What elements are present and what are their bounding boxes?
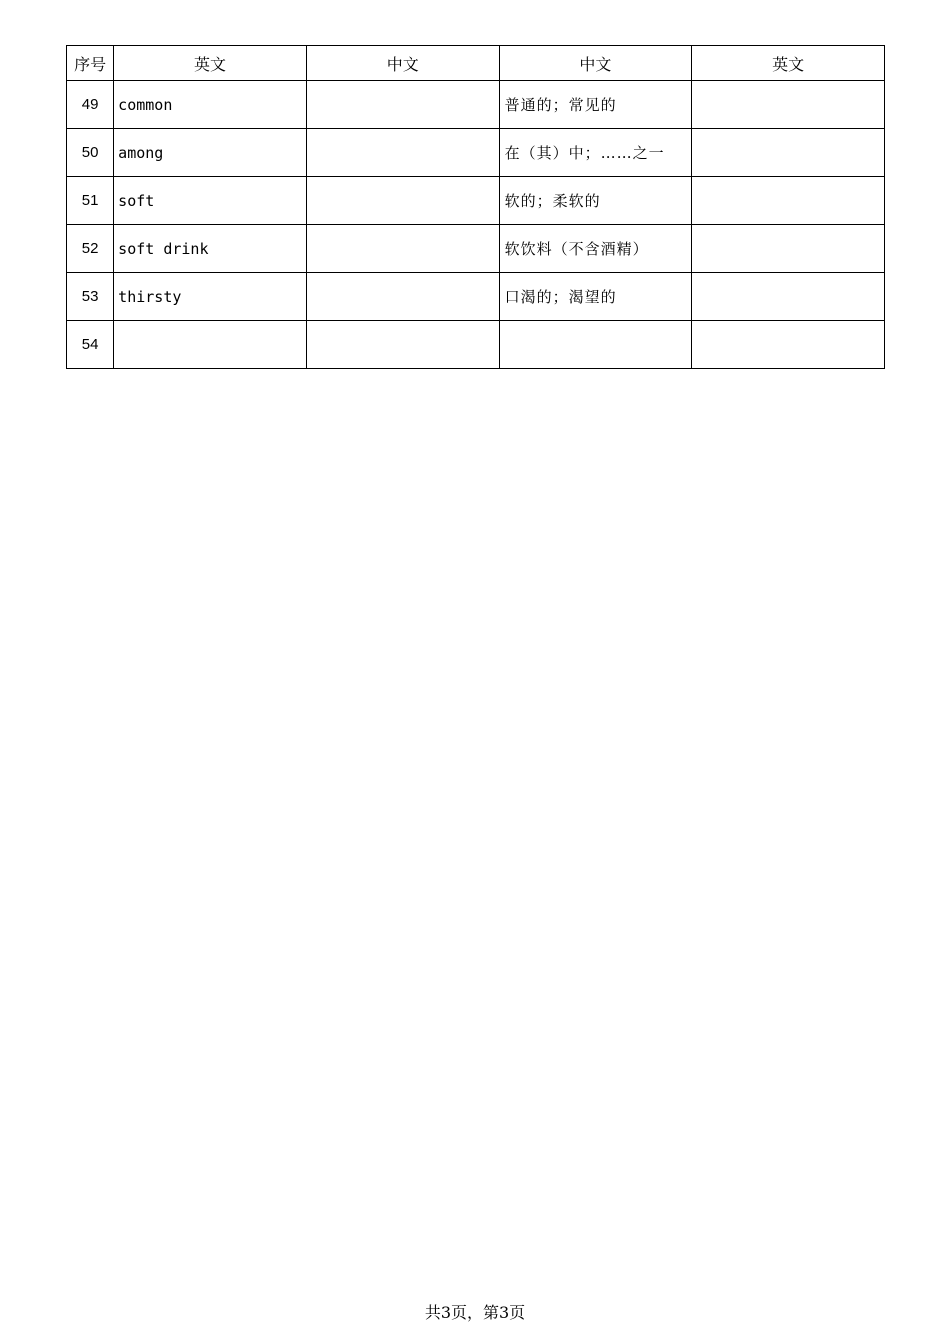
- chinese-meaning: 普通的；常见的: [499, 81, 692, 129]
- chinese-answer-blank: [306, 129, 499, 177]
- table-row: [67, 129, 885, 177]
- row-number: 50: [67, 129, 114, 177]
- english-answer-blank: [692, 177, 885, 225]
- row-number: 54: [67, 321, 114, 369]
- english-answer-blank: [692, 129, 885, 177]
- chinese-answer-blank: [306, 321, 499, 369]
- header-row: [67, 46, 885, 81]
- english-word: among: [114, 129, 307, 177]
- header-number: 序号: [67, 46, 114, 81]
- row-number: 51: [67, 177, 114, 225]
- english-answer-blank: [692, 81, 885, 129]
- english-word: common: [114, 81, 307, 129]
- english-word: [114, 321, 307, 369]
- vocabulary-table: [66, 45, 885, 369]
- row-number: 53: [67, 273, 114, 321]
- table-row: [67, 225, 885, 273]
- english-answer-blank: [692, 273, 885, 321]
- header-english-blank: 英文: [692, 46, 885, 81]
- english-word: soft drink: [114, 225, 307, 273]
- english-word: soft: [114, 177, 307, 225]
- chinese-meaning: 软的；柔软的: [499, 177, 692, 225]
- row-number: 49: [67, 81, 114, 129]
- chinese-meaning: 软饮料（不含酒精）: [499, 225, 692, 273]
- header-english: 英文: [114, 46, 307, 81]
- header-chinese: 中文: [499, 46, 692, 81]
- chinese-meaning: [499, 321, 692, 369]
- english-word: thirsty: [114, 273, 307, 321]
- table-row: [67, 273, 885, 321]
- table-row: [67, 321, 885, 369]
- english-answer-blank: [692, 321, 885, 369]
- table-row: [67, 177, 885, 225]
- chinese-meaning: 口渴的；渴望的: [499, 273, 692, 321]
- english-answer-blank: [692, 225, 885, 273]
- chinese-answer-blank: [306, 177, 499, 225]
- header-chinese-blank: 中文: [306, 46, 499, 81]
- chinese-meaning: 在（其）中；……之一: [499, 129, 692, 177]
- table-row: [67, 81, 885, 129]
- chinese-answer-blank: [306, 273, 499, 321]
- page-footer: 共3页，第3页: [424, 1303, 526, 1322]
- chinese-answer-blank: [306, 225, 499, 273]
- chinese-answer-blank: [306, 81, 499, 129]
- row-number: 52: [67, 225, 114, 273]
